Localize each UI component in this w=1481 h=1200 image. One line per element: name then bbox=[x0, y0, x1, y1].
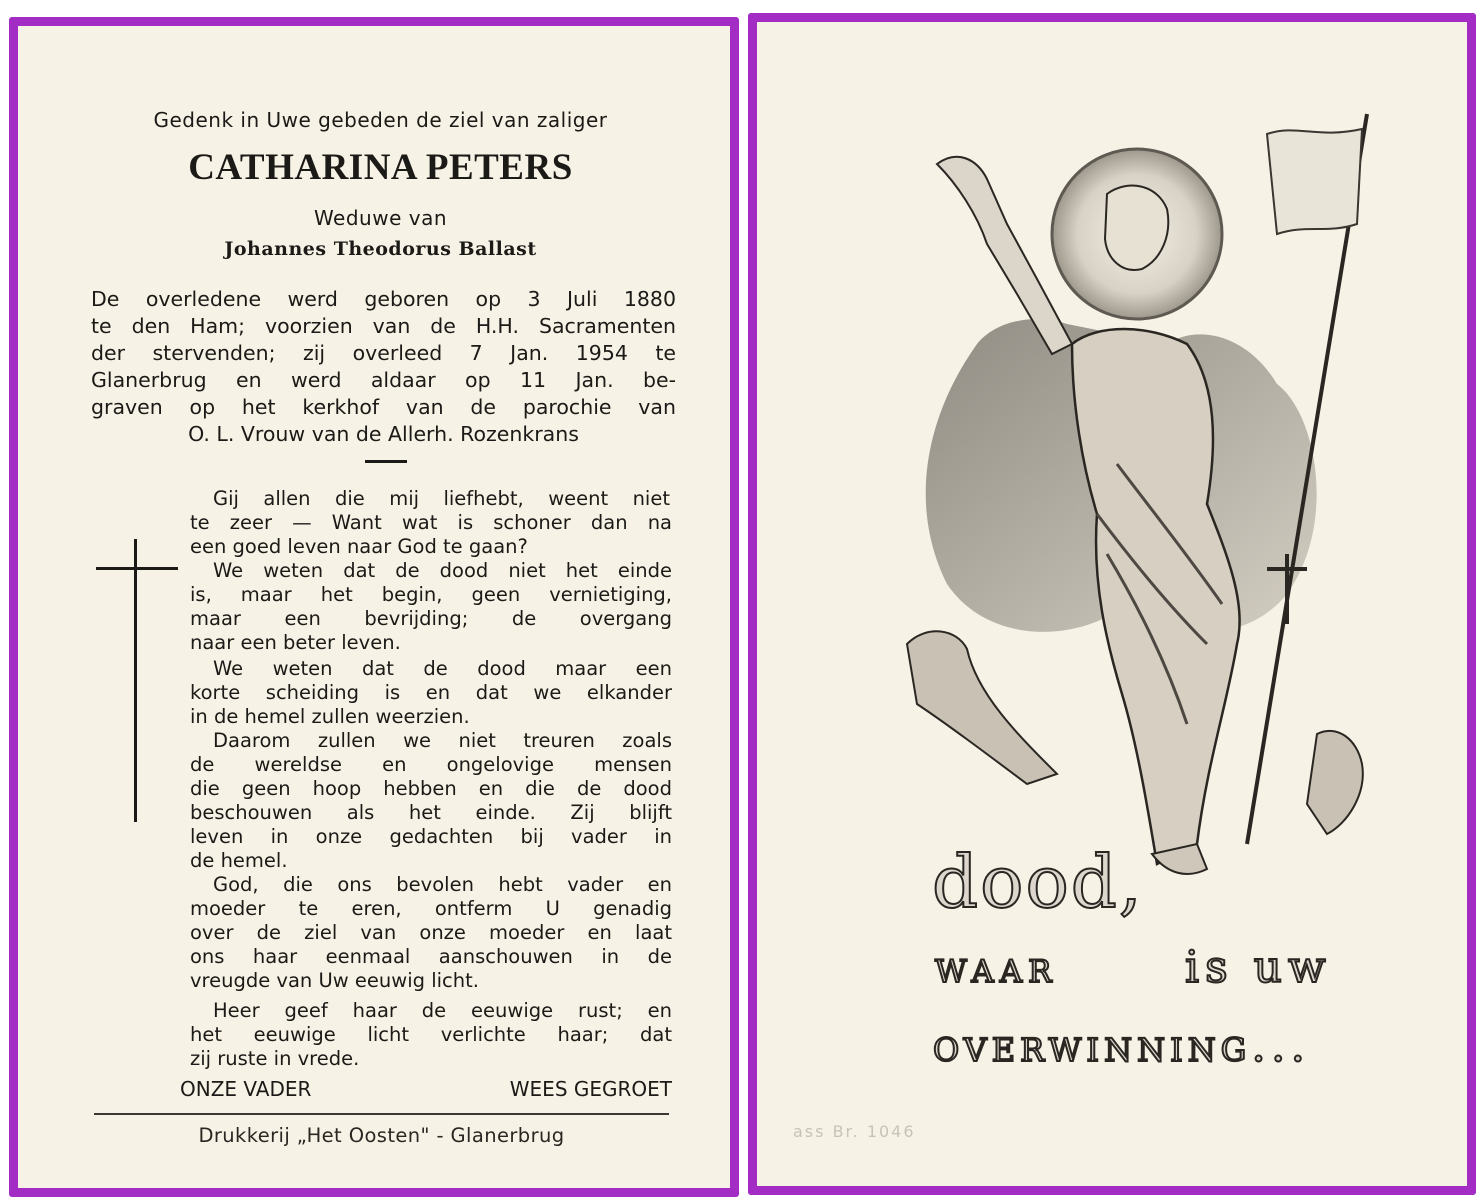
poem-line: zij ruste in vrede. bbox=[190, 1047, 360, 1070]
motto-line: dood, bbox=[932, 840, 1144, 924]
deceased-name: CATHARINA PETERS bbox=[188, 147, 573, 188]
bio-line: der stervenden; zij overleed 7 Jan. 1954 te bbox=[91, 341, 676, 365]
poem-line: God, die ons bevolen hebt vader en bbox=[213, 873, 672, 896]
poem-line: ons haar eenmaal aanschouwen in de bbox=[190, 945, 672, 968]
poem-line: leven in onze gedachten bij vader in bbox=[190, 825, 672, 848]
poem-line: over de ziel van onze moeder en laat bbox=[190, 921, 672, 944]
prayer-hail-mary: WEES GEGROET bbox=[509, 1077, 672, 1101]
bio-line: graven op het kerkhof van de parochie van bbox=[91, 395, 676, 419]
poem-line: beschouwen als het einde. Zij blijft bbox=[190, 801, 672, 824]
motto-line: is uw bbox=[1185, 942, 1332, 993]
widow-of-line: Weduwe van bbox=[313, 206, 448, 230]
poem-line: We weten dat de dood niet het einde bbox=[213, 559, 672, 582]
motto-line: overwinning... bbox=[933, 1018, 1311, 1072]
cross-icon-bar bbox=[96, 567, 178, 570]
bio-line: te den Ham; voorzien van de H.H. Sacramenten bbox=[91, 314, 676, 338]
memorial-image-card bbox=[748, 13, 1476, 1195]
poem-line: Daarom zullen we niet treuren zoals bbox=[213, 729, 672, 752]
poem-line: die geen hoop hebben en die de dood bbox=[190, 777, 672, 800]
poem-line: Gij allen die mij liefhebt, weent niet bbox=[213, 487, 670, 510]
poem-line: in de hemel zullen weerzien. bbox=[190, 705, 470, 728]
poem-line: is, maar het begin, geen vernietiging, bbox=[190, 583, 672, 606]
poem-line: de hemel. bbox=[190, 849, 288, 872]
poem-line: vreugde van Uw eeuwig licht. bbox=[190, 969, 479, 992]
footer-rule bbox=[94, 1113, 669, 1115]
poem-line: moeder te eren, ontferm U genadig bbox=[190, 897, 672, 920]
prayer-our-father: ONZE VADER bbox=[180, 1077, 312, 1101]
bio-line: De overledene werd geboren op 3 Juli 1880 bbox=[91, 287, 676, 311]
poem-line: maar een bevrijding; de overgang bbox=[190, 607, 672, 630]
bio-line: Glanerbrug en werd aldaar op 11 Jan. be- bbox=[91, 368, 676, 392]
intro-line: Gedenk in Uwe gebeden de ziel van zaliger bbox=[153, 108, 608, 132]
catalog-number: ass Br. 1046 bbox=[793, 1122, 916, 1141]
poem-line: de wereldse en ongelovige mensen bbox=[190, 753, 672, 776]
poem-line: korte scheiding is en dat we elkander bbox=[190, 681, 672, 704]
poem-line: het eeuwige licht verlichte haar; dat bbox=[190, 1023, 672, 1046]
poem-line: naar een beter leven. bbox=[190, 631, 401, 654]
poem-line: een goed leven naar God te gaan? bbox=[190, 535, 528, 558]
resurrection-illustration bbox=[867, 84, 1387, 884]
printer-imprint: Drukkerij „Het Oosten" - Glanerbrug bbox=[198, 1124, 565, 1147]
poem-line: te zeer — Want wat is schoner dan na bbox=[190, 511, 672, 534]
spouse-name: Johannes Theodorus Ballast bbox=[224, 238, 537, 260]
memorial-text-card bbox=[9, 17, 739, 1197]
poem-line: We weten dat de dood maar een bbox=[213, 657, 672, 680]
bio-line: O. L. Vrouw van de Allerh. Rozenkrans bbox=[188, 422, 579, 446]
cross-icon bbox=[134, 539, 137, 822]
poem-line: Heer geef haar de eeuwige rust; en bbox=[213, 999, 672, 1022]
motto-line: waar bbox=[935, 942, 1058, 993]
separator-rule bbox=[365, 460, 407, 463]
